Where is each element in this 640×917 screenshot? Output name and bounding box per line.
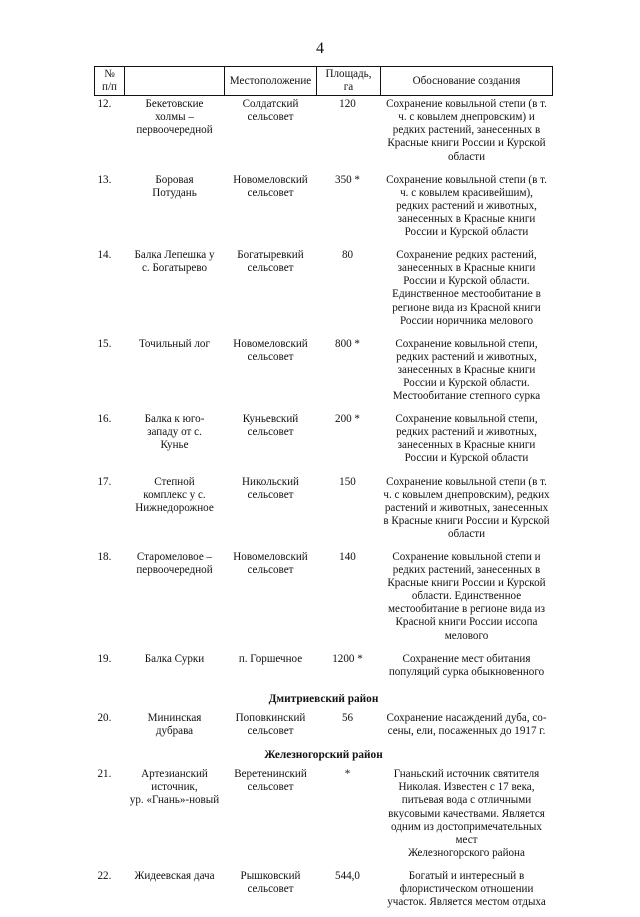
cell-location: Солдатский сельсовет [242,98,299,124]
table-row [95,411,553,473]
cell-row-number: 19. [97,652,112,665]
cell-area: 1200 * [332,652,363,665]
cell-object-name: Артезианский источник, ур. «Гнань»-новый [129,768,220,807]
cell-reason: Сохранение мест обитания популяций сурка обыкновенного [388,652,545,678]
cell-row-number: 22. [97,869,112,882]
cell-location: Богатыревкий сельсовет [237,249,304,275]
cell-area: 150 [339,475,356,488]
cell-row-number: 17. [97,475,112,488]
cell-location: Новомеловский сельсовет [233,173,308,199]
table-row [95,474,553,549]
region-heading-dmitriev: Дмитриевский район [268,692,379,705]
table-row [95,651,553,687]
header-num: № п/п [95,67,125,96]
cell-row-number: 13. [97,173,112,186]
cell-location: Новомеловский сельсовет [233,551,308,577]
cell-object-name: Жидеевская дача [134,869,215,882]
cell-area: 544,0 [335,869,360,882]
cell-area: 80 [341,249,354,262]
cell-reason: Сохранение ковыльной степи, редких растений и животных, занесенных в Красные книги России и Курской области. Местообитание степного сурка [392,337,541,403]
cell-area: 120 [339,98,356,111]
cell-area: 350 * [335,173,360,186]
cell-location: Новомеловский сельсовет [233,337,308,363]
header-location: Местоположение [225,67,317,96]
cell-area: 140 [339,551,356,563]
cell-row-number: 21. [97,768,112,781]
cell-location: Поповкинский сельсовет [235,711,306,738]
cell-location: Никольский сельсовет [242,475,299,501]
cell-object-name: Балка Сурки [144,652,205,665]
table-body-zhelez [95,766,553,917]
table-row [95,710,553,746]
cell-reason: Сохранение ковыльной степи (в т. ч. с ковылем днепровским) и редких растений, занесенных в Красные книги России и Курской области [386,98,547,163]
cell-location: Куньевский сельсовет [242,413,299,439]
cell-object-name: Балка Лепешка у с. Богатырево [134,249,215,275]
region-dmitriev [95,687,553,710]
cell-reason: Гнаньский источник святителя Николая. Известен с 17 века, питьевая вода с отличными вкусовыми качествами. Является одним из достопримечательных мест Железногорского района [388,768,545,859]
cell-row-number: 18. [97,551,112,563]
table-body-dmitriev [95,710,553,746]
cell-reason: Богатый и интересный в флористическом отношении участок. Является местом отдыха [387,869,546,909]
cell-area: 200 * [335,413,360,426]
cell-location: Веретенинский сельсовет [234,768,307,794]
cell-location: п. Горшечное [238,652,303,665]
cell-object-name: Старомеловое – первоочередной [136,551,213,577]
table-row [95,96,553,172]
cell-row-number: 15. [97,337,112,350]
header-reason: Обоснование создания [381,67,553,96]
reserve-table [94,66,553,917]
cell-reason: Сохранение ковыльной степи (в т. ч. с ковылем красивейшим), редких растений и животных, занесенных в Красные книги России и Курской области [386,173,547,239]
cell-reason: Сохранение ковыльной степи и редких растений, занесенных в Красные книги России и Курской области. Единственное местообитание в регионе вида из Красной книги России иссопа мелового [387,551,546,642]
cell-location: Рышковский сельсовет [240,869,301,895]
cell-object-name: Степной комплекс у с. Нижнедорожное [135,475,214,514]
region-heading-zhelez: Железногорский район [264,749,383,762]
cell-object-name: Мининская дубрава [147,711,202,738]
table-row [95,549,553,651]
table-row [95,247,553,336]
table-body-gorshechnoe [95,96,553,687]
table-header [95,67,553,96]
cell-object-name: Точильный лог [138,337,211,350]
cell-row-number: 14. [97,249,112,262]
table-row [95,172,553,247]
cell-area: 800 * [335,337,360,350]
cell-reason: Сохранение ковыльной степи (в т. ч. с ковылем днепровским), редких растений и животных, занесенных в Красные книги России и Курской области [383,475,550,540]
table-row [95,336,553,411]
cell-object-name: Бекетовские холмы – первоочередной [136,98,213,137]
cell-row-number: 20. [97,711,112,724]
page-number: 4 [316,40,324,57]
cell-area: * [344,768,351,781]
cell-object-name: Балка к юго- западу от с. Кунье [144,413,205,452]
table-row [95,766,553,868]
cell-area: 56 [341,711,354,724]
cell-reason: Сохранение ковыльной степи, редких растений и животных, занесенных в Красные книги России и Курской области [395,413,538,465]
cell-reason: Сохранение насаждений дуба, со- сены, ели, посаженных до 1917 г. [386,711,547,738]
cell-row-number: 16. [97,413,112,426]
region-zhelez [95,746,553,766]
cell-reason: Сохранение редких растений, занесенных в Красные книги России и Курской области. Единственное местообитание в регионе вида из Красной книги России норичника мелового [392,249,541,327]
table-row [95,868,553,917]
header-area: Площадь, га [317,67,381,96]
header-name [125,67,225,96]
cell-row-number: 12. [97,98,112,111]
cell-object-name: Боровая Потудань [152,173,197,199]
